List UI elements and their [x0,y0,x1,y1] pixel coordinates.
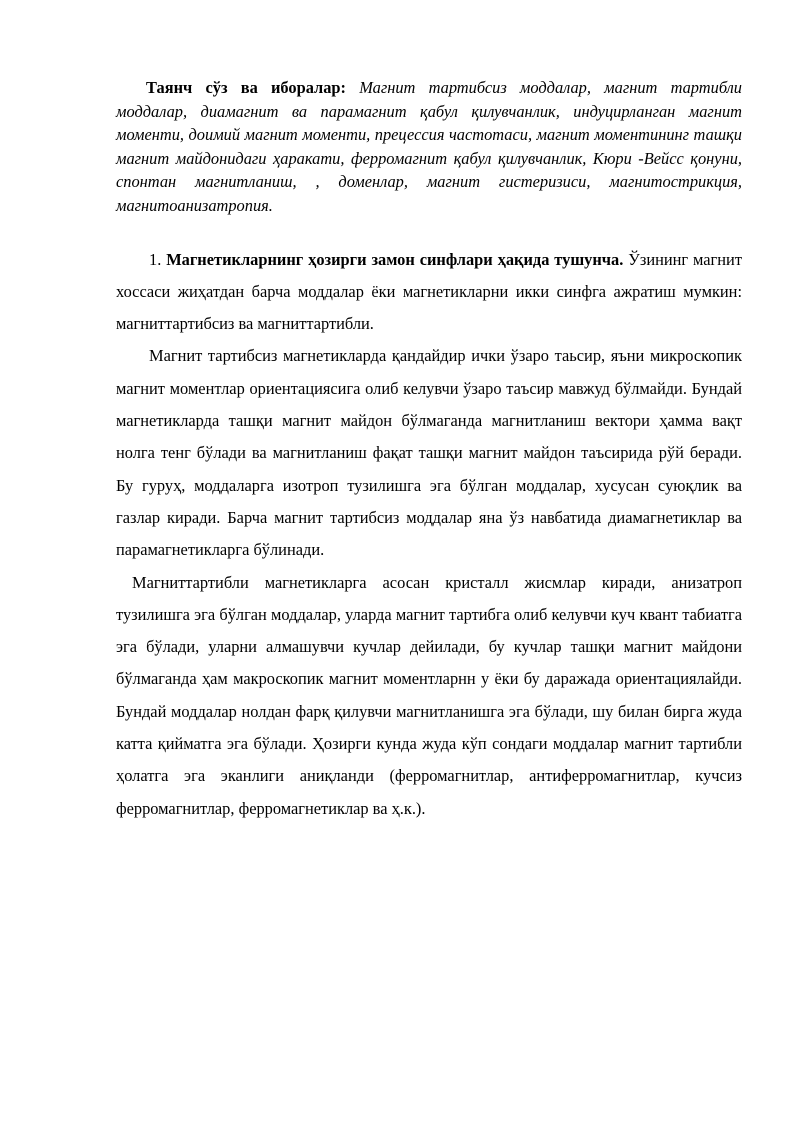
section-intro: Ўзининг магнит хоссаси жиҳатдан барча моддалар ёки магнетикларни икки синфга ажратиш мумкин: магниттартибсиз ва магниттартибли. [116,249,742,334]
keywords-text: Магнит тартибсиз моддалар, магнит тартибли моддалар, диамагнит ва парамагнит қабул қилувчанлик, индуцирланган магнит моменти, доимий магнит моменти, прецессия частотаси, магнит моментининг ташқи магнит майдонидаги ҳаракати, ферромагнит қабул қилувчанлик, Кюри -Вейсс қонуни, спонтан магнитланиш, , доменлар, магнит гистеризиси, магнитострикция, магнитоанизатропия. [116,78,742,215]
section-1 [116,244,742,825]
keywords-label: Таянч сўз ва иборалар: [146,78,347,97]
body-paragraph-1: Магнит тартибсиз магнетикларда қандайдир ички ўзаро таьсир, яъни микроскопик магнит моментлар ориентациясига олиб келувчи ўзаро таъсир мавжуд бўлмайди. Бундай магнетикларда ташқи магнит майдон бўлмаганда магнитланиш вектори ҳамма вақт нолга тенг бўлади ва магнитланиш фақат ташқи магнит майдон таъсирида рўй беради. Бу гуруҳ, моддаларга изотроп тузилишга эга бўлган моддалар, хусусан суюқлик ва газлар киради. Барча магнит тартибсиз моддалар яна ўз навбатида диамагнетиклар ва парамагнетикларга бўлинади. [116,346,742,560]
section-number: 1. [149,249,162,269]
section-heading-paragraph [116,244,742,341]
section-title: Магнетикларнинг ҳозирги замон синфлари ҳақида тушунча. [166,249,624,269]
body-paragraph-2: Магниттартибли магнетикларга асосан кристалл жисмлар киради, анизатроп тузилишга эга бўлган моддалар, уларда магнит тартибга олиб келувчи куч квант табиатга эга бўлади, уларни алмашувчи кучлар дейилади, бу кучлар ташқи магнит майдони бўлмаганда ҳам макроскопик магнит моментларнн у ёки бу даражада ориентациялайди. Бундай моддалар нолдан фарқ қилувчи магнитланишга эга бўлади, шу билан бирга жуда катта қийматга эга бўлади. Ҳозирги кунда жуда кўп сондаги моддалар магнит тартибли ҳолатга эга эканлиги аниқланди (ферромагнитлар, антиферромагнитлар, кучсиз ферромагнитлар, ферромагнетиклар ва ҳ.к.). [116,572,742,818]
page-content [116,76,742,825]
keywords-paragraph [116,76,742,218]
